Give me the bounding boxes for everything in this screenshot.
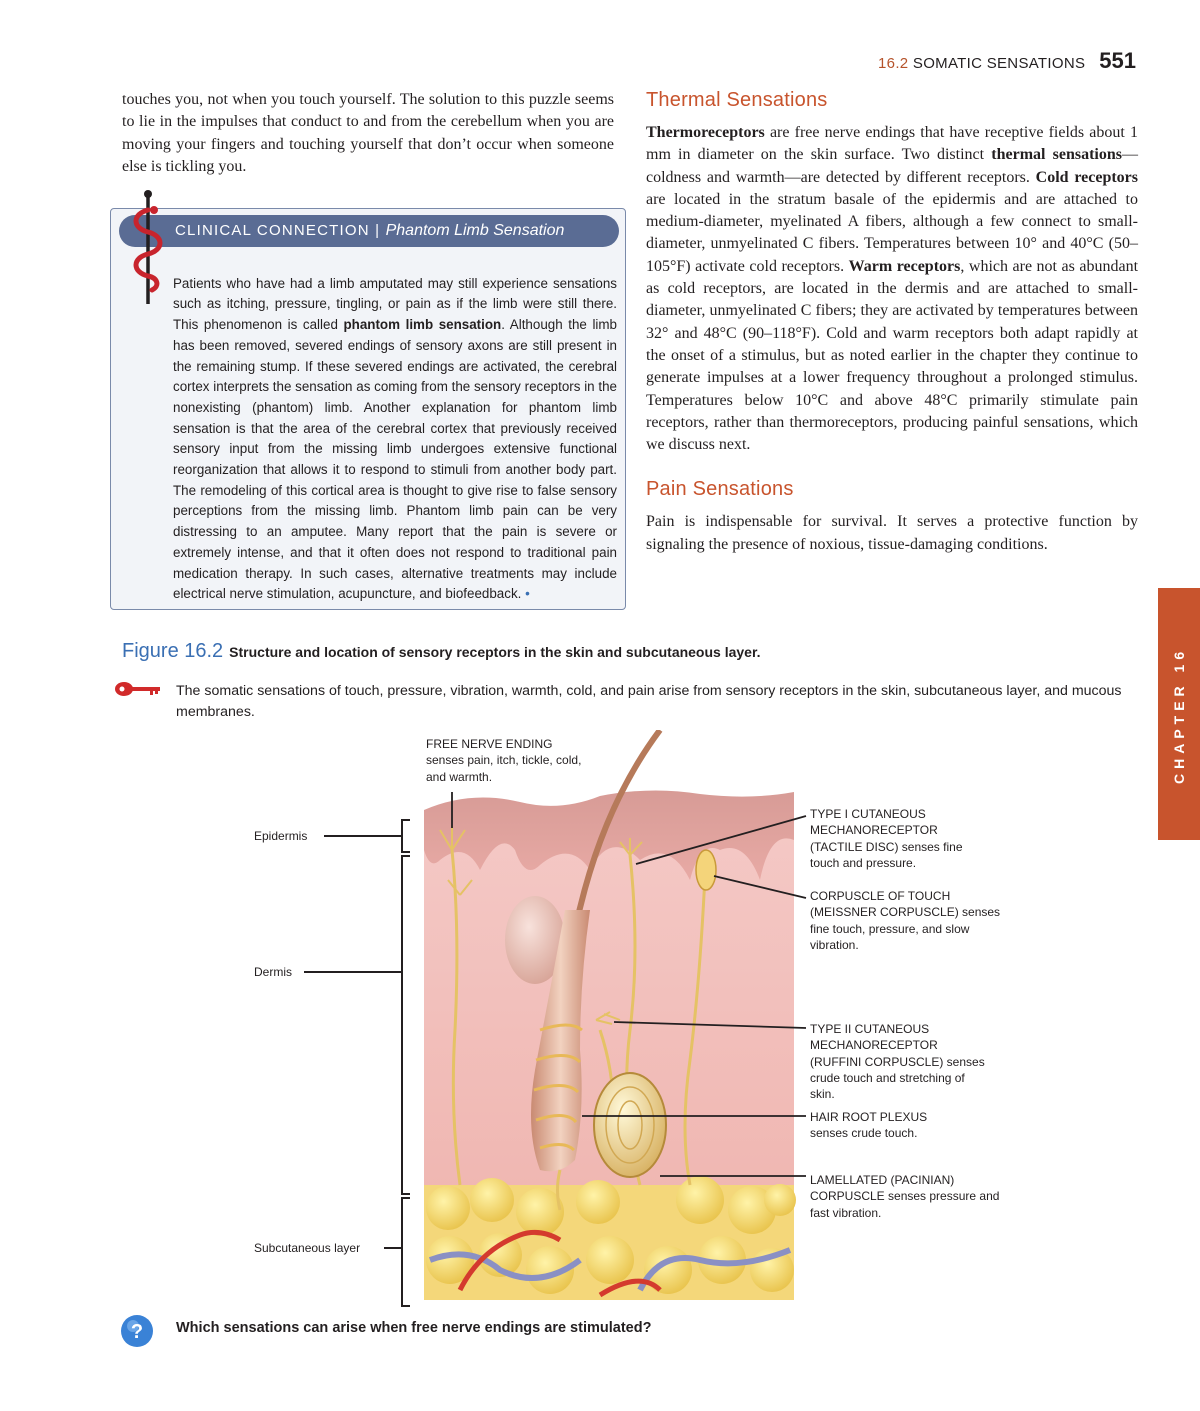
label-subcutaneous: Subcutaneous layer [254, 1241, 361, 1255]
svg-text:?: ? [130, 1321, 144, 1343]
label-epidermis: Epidermis [254, 829, 308, 843]
subcutaneous-fat [424, 1176, 796, 1300]
pain-heading: Pain Sensations [646, 478, 794, 501]
label-ruffini: TYPE II CUTANEOUS MECHANORECEPTOR (RUFFINI CORPUSCLE) senses crude touch and stretching of skin. [810, 1022, 985, 1102]
pain-paragraph: Pain is indispensable for survival. It serves a protective function by signaling the presence of noxious, tissue-damaging conditions. [646, 513, 1138, 553]
clinical-text: Patients who have had a limb amputated may still experience sensations such as itching, pressure, tingling, or pain as if the limb were still there. This phenomenon is called phantom limb sensation. Although the limb has been removed, severed endings of sensory axons are still present in the remaining stump. If these severed endings are activated, the cerebral cortex interprets the sensation as coming from the sensory receptors in the nonexisting (phantom) limb. Another explanation for phantom limb sensation is that the area of the cerebral cortex that previously received sensory input from the missing limb undergoes extensive functional reorganization that allows it to respond to stimuli from another body part. The remodeling of this cortical area is thought to give rise to false sensory perceptions from the missing limb. Phantom limb pain can be very distressing to an amputee. Many report that the pain is severe or extremely intense, and that it often does not respond to traditional pain medication therapy. In such cases, alternative treatments may include electrical nerve stimulation, acupuncture, and biofeedback. • [173, 275, 618, 602]
figure-caption: Structure and location of sensory receptors in the skin and subcutaneous layer. [229, 644, 761, 660]
label-tactile-disc: TYPE I CUTANEOUS MECHANORECEPTOR (TACTILE DISC) senses fine touch and pressure. [810, 807, 963, 870]
thermal-heading: Thermal Sensations [646, 89, 828, 111]
label-hair-root-plexus: HAIR ROOT PLEXUS senses crude touch. [810, 1110, 928, 1141]
question-icon [120, 1314, 154, 1348]
clinical-connection-box [110, 208, 626, 610]
figure-question: Which sensations can arise when free nerve endings are stimulated? [176, 1320, 652, 1336]
label-pacinian: LAMELLATED (PACINIAN) CORPUSCLE senses pressure and fast vibration. [810, 1173, 1000, 1220]
right-column [646, 89, 1138, 556]
layer-brackets [304, 820, 410, 1306]
paragraph-continuation: touches you, not when you touch yourself. The solution to this puzzle seems to lie in the impulses that conduct to and from the cerebellum when you are moving your fingers and touching yourself that don’t occur when someone else is tickling you. [122, 91, 614, 175]
figure-title [122, 640, 1142, 663]
label-meissner: CORPUSCLE OF TOUCH (MEISSNER CORPUSCLE) senses fine touch, pressure, and slow vibration. [810, 889, 1001, 952]
label-free-nerve-ending: FREE NERVE ENDING senses pain, itch, tickle, cold, and warmth. [426, 737, 582, 784]
caduceus-icon [128, 188, 168, 308]
thermal-paragraph: Thermoreceptors are free nerve endings that have receptive fields about 1 mm in diameter on the skin surface. Two distinct thermal sensations—coldness and warmth—are detected by different receptors. Cold receptors are located in the stratum basale of the epidermis and are attached to medium-diameter, myelinated A fibers, although a few connect to small-diameter, unmyelinated C fibers. Temperatures between 10° and 40°C (50–105°F) activate cold receptors. Warm receptors, which are not as abundant as cold receptors, are located in the dermis and are attached to small-diameter, unmyelinated C fibers; they are activated by temperatures between 32° and 48°C (90–118°F). Cold and warm receptors both adapt rapidly at the onset of a stimulus, but as noted earlier in the chapter they continue to generate impulses at a lower frequency throughout a prolonged stimulus. Temperatures below 10°C and above 48°C primarily stimulate pain receptors, rather than thermoreceptors, producing painful sensations, which we discuss next. [646, 124, 1139, 454]
skin-diagram [0, 730, 1200, 1320]
figure-description: The somatic sensations of touch, pressure, vibration, warmth, cold, and pain arise from sensory receptors in the skin, subcutaneous layer, and mucous membranes. [176, 683, 1122, 720]
left-column [122, 89, 614, 178]
clinical-title: Phantom Limb Sensation [385, 222, 565, 239]
key-icon [114, 680, 162, 698]
meissner-corpuscle [696, 850, 716, 890]
page-number: 551 [1099, 48, 1136, 73]
running-header [878, 48, 1136, 74]
clinical-connection-header: CLINICAL CONNECTION | Phantom Limb Sensation [119, 215, 619, 247]
pacinian-corpuscle [594, 1073, 666, 1177]
figure-label: Figure 16.2 [122, 640, 224, 662]
section-title: 16.2 SOMATIC SENSATIONS [878, 55, 1086, 72]
chapter-tab-label: CHAPTER 16 [1171, 646, 1187, 784]
label-dermis: Dermis [254, 965, 292, 979]
